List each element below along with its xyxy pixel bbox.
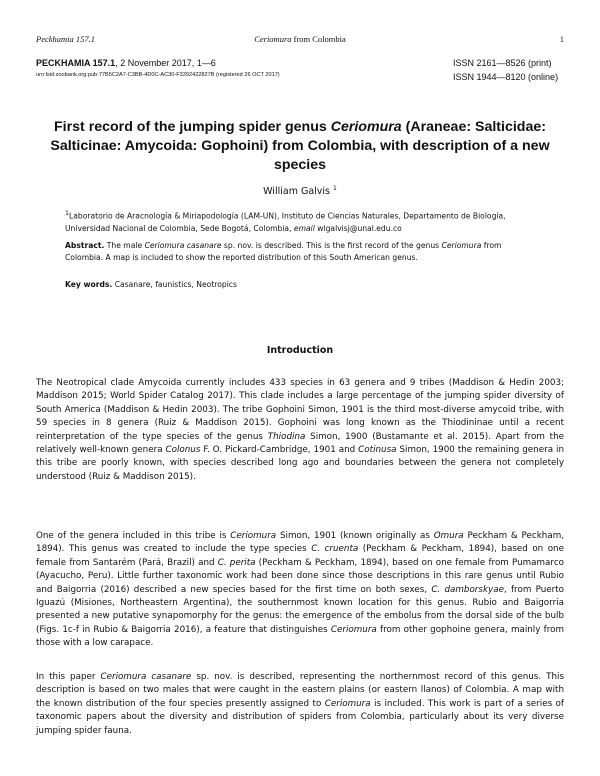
running-header-journal: Peckhamia 157.1: [36, 34, 96, 44]
author: William Galvis $^1$: [263, 185, 337, 198]
keywords: Key words. Casanare, faunistics, Neotropics: [65, 280, 237, 289]
running-header-title: Ceriomura from Colombia: [254, 34, 346, 44]
intro-paragraph-3: In this paper Ceriomura casanare sp. nov. is described, representing the northernmost record of this genus. This description is based on two males that were caught in the eastern plains (or eastern llanos) of Colombia. A map with the known distribution of the four species presently assigned to Ceriomura is included. This work is part of a series of taxonomic papers about the diversity and distribution of spiders from Colombia, particularly about its very diverse jumping spider fauna.: [36, 672, 565, 736]
intro-paragraph-2: One of the genera included in this tribe is Ceriomura Simon, 1901 (known originally as Omura Peckham & Peckham, 1894). This genus was created to include the type species C. cruenta (Peckham & Peckham, 1894), based on one female from Santarém (Pará, Brazil) and C. perita (Peckham & Peckham, 1894), based on one female from Pumamarco (Ayacucho, Peru). Little further taxonomic work had been done since those descriptions in this rare genus until Rubio and Baigorria (2016) described a new species based for the first time on both sexes, C. damborskyae, from Puerto Iguazú (Misiones, Northeastern Argentina), the southernmost known location for this genus. Rubio and Baigorria presented a new putative synapomorphy for the genus: the emergence of the embolus from the dorsal side of the bulb (Figs. 1c-f in Rubio & Baigorria 2016), a feature that distinguishes Ceriomura from other gophoine genera, mainly from those with a low carapace.: [36, 531, 565, 649]
zoobank-lsid: urn:lsid:zoobank.org:pub:77B5C2A7-C3BB-4D0C-AC30-F3392422827B (registered 26 OCT 2017): [36, 72, 280, 78]
abstract: Abstract. The male Ceriomura casanare sp. nov. is described. This is the first record of the genus Ceriomura from Colombia. A map is included to show the reported distribution of this South American genus.: [65, 241, 502, 262]
paper-title: First record of the jumping spider genus Ceriomura (Araneae: Salticidae: Salticinae: Amycoida: Gophoini) from Colombia, with description of a new species: [50, 119, 550, 173]
intro-paragraph-1: The Neotropical clade Amycoida currently includes 433 species in 63 genera and 9 tribes (Maddison & Hedin 2003; Maddison 2015; World Spider Catalog 2017). This clade includes a large percentage of the jumping spider diversity of South America (Maddison & Hedin 2003). The tribe Gophoini Simon, 1901 is the third most-diverse amycoid tribe, with 59 species in 8 genera (Ruiz & Maddison 2015). Gophoini was long known as the Thiodininae until a recent reinterpretation of the type species of the genus Thiodina Simon, 1900 (Bustamante et al. 2015). Apart from the relatively well-known genera Colonus F. O. Pickard-Cambridge, 1901 and Cotinusa Simon, 1900 the remaining genera in this tribe are poorly known, with species described long ago and boundaries between the genera not completely understood (Ruiz & Maddison 2015).: [36, 378, 564, 482]
section-heading-introduction: Introduction: [266, 345, 334, 356]
issn-print: ISSN 2161—8526 (print): [453, 58, 552, 68]
journal-citation: PECKHAMIA 157.1, 2 November 2017, 1—6: [36, 58, 216, 68]
issn-online: ISSN 1944—8120 (online): [453, 72, 559, 82]
affiliation: $^1$Laboratorio de Aracnología & Miriapodología (LAM-UN), Instituto de Ciencias Naturales, Departamento de Biología, Universidad Nacional de Colombia, Sede Bogotá, Colombia, email wlgalvisj@unal.edu.co: [65, 210, 506, 233]
page-number: 1: [559, 34, 564, 44]
